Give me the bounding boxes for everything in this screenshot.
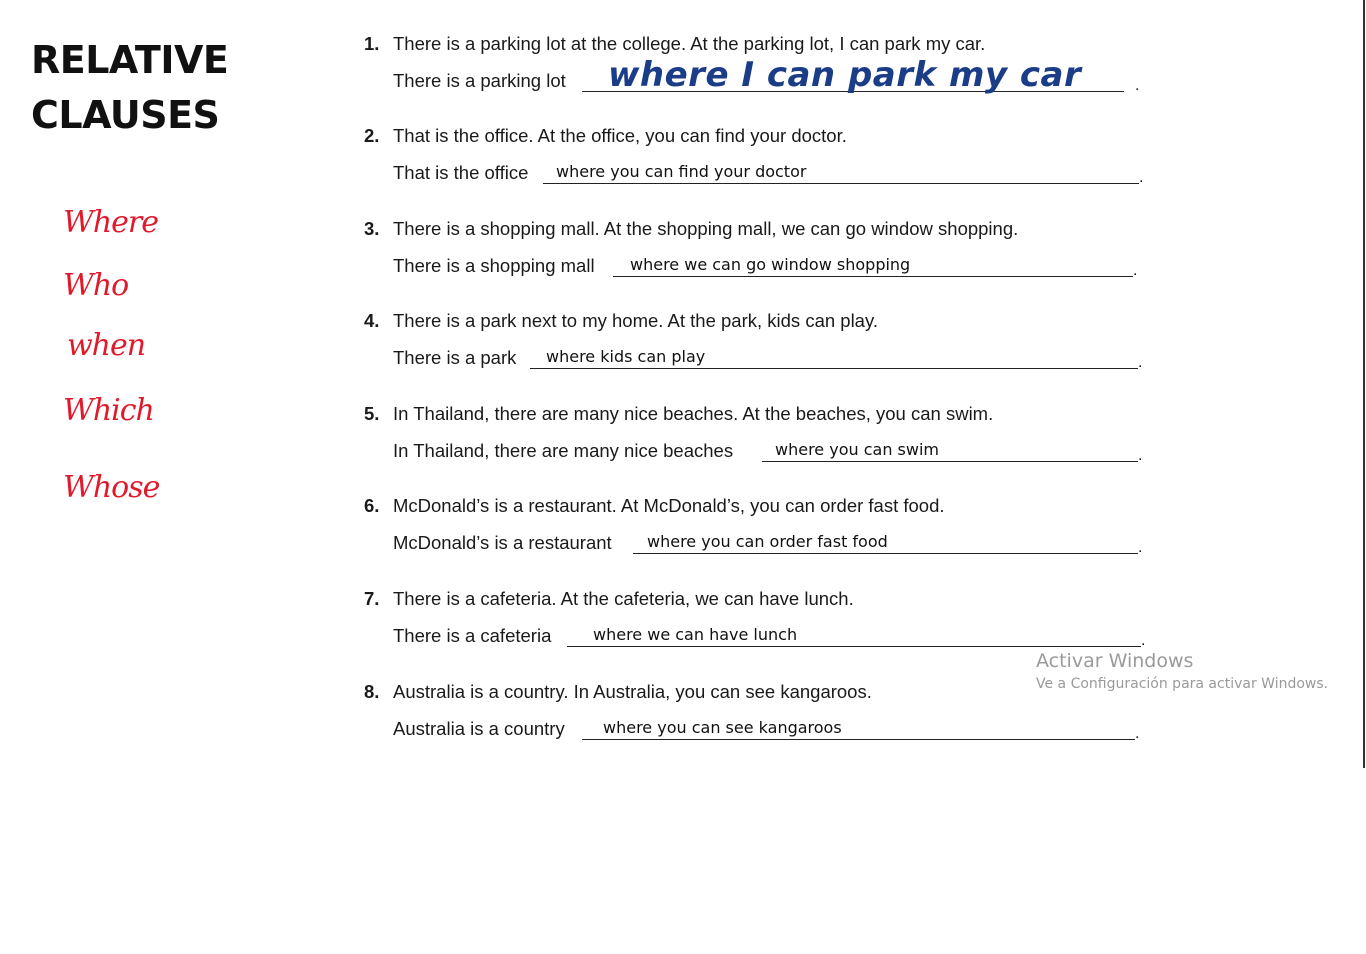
question [364,217,1164,241]
answer-prompt: In Thailand, there are many nice beaches [393,440,734,461]
answer-row [393,345,1164,371]
question [364,309,1164,333]
exercise-7 [364,587,1164,649]
answer-line [613,276,1133,277]
question-text: In Thailand, there are many nice beaches. At the beaches, you can swim. [393,403,994,424]
answer-prompt: There is a park [393,347,517,368]
answer-row [393,438,1164,464]
exercise-3 [364,217,1164,279]
exercise-2 [364,124,1164,186]
answer-row [393,160,1164,186]
answer-line [633,553,1138,554]
answer-text: where we can have lunch [593,625,798,644]
answer-period: . [1133,262,1138,279]
title-line-2: CLAUSES [31,93,220,137]
answer-line [582,739,1135,740]
answer-prompt: There is a parking lot [393,70,566,91]
answer-period: . [1141,632,1146,649]
answer-line [530,368,1138,369]
question [364,494,1164,518]
answer-text: where we can go window shopping [630,255,911,274]
answer-period: . [1135,725,1140,742]
question [364,587,1164,611]
pronoun-whose: Whose [63,470,160,505]
question-text: There is a cafeteria. At the cafeteria, we can have lunch. [393,588,854,609]
answer-prompt: Australia is a country [393,718,565,739]
answer-row [393,623,1164,649]
pronoun-where: Where [63,205,159,240]
activation-watermark-subtitle: Ve a Configuración para activar Windows. [1036,676,1329,692]
answer-prompt: That is the office [393,162,529,183]
exercise-4 [364,309,1164,371]
page-title [31,33,228,143]
answer-row [393,55,1164,95]
exercise-1 [364,32,1164,94]
exercise-number: 6. [364,495,380,516]
exercise-number: 7. [364,588,380,609]
question-text: McDonald’s is a restaurant. At McDonald’s, you can order fast food. [393,495,945,516]
exercise-6 [364,494,1164,556]
exercise-number: 8. [364,681,380,702]
question [364,32,1164,56]
pronoun-which: Which [63,393,154,428]
answer-period: . [1138,539,1143,556]
exercise-number: 1. [364,33,380,54]
answer-row [393,530,1164,556]
answer-text: where you can see kangaroos [603,718,842,737]
exercise-5 [364,402,1164,464]
answer-text: where kids can play [546,347,706,366]
question-text: That is the office. At the office, you can find your doctor. [393,125,847,146]
answer-text: where I can park my car [608,55,1082,95]
activation-watermark-title: Activar Windows [1036,650,1194,672]
question [364,124,1164,148]
question-text: Australia is a country. In Australia, you can see kangaroos. [393,681,872,702]
answer-prompt: There is a cafeteria [393,625,552,646]
pronoun-when: when [67,328,146,363]
answer-period: . [1138,354,1143,371]
answer-text: where you can swim [775,440,939,459]
answer-period: . [1138,447,1143,464]
question-text: There is a park next to my home. At the park, kids can play. [393,310,878,331]
title-line-1: RELATIVE [31,38,229,82]
answer-line [762,461,1138,462]
answer-row [393,253,1164,279]
exercise-number: 3. [364,218,380,239]
answer-prompt: There is a shopping mall [393,255,595,276]
question-text: There is a shopping mall. At the shopping mall, we can go window shopping. [393,218,1019,239]
window-edge-divider [1363,0,1365,768]
exercise-number: 4. [364,310,380,331]
answer-prompt: McDonald’s is a restaurant [393,532,612,553]
question-text: There is a parking lot at the college. At the parking lot, I can park my car. [393,33,986,54]
exercise-number: 5. [364,403,380,424]
answer-line [543,183,1139,184]
answer-text: where you can order fast food [647,532,888,551]
answer-row [393,716,1164,742]
answer-period: . [1139,169,1144,186]
answer-line [567,646,1141,647]
answer-period: . [1135,77,1140,94]
exercise-number: 2. [364,125,380,146]
pronoun-who: Who [63,268,129,303]
answer-text: where you can find your doctor [556,162,807,181]
question [364,402,1164,426]
